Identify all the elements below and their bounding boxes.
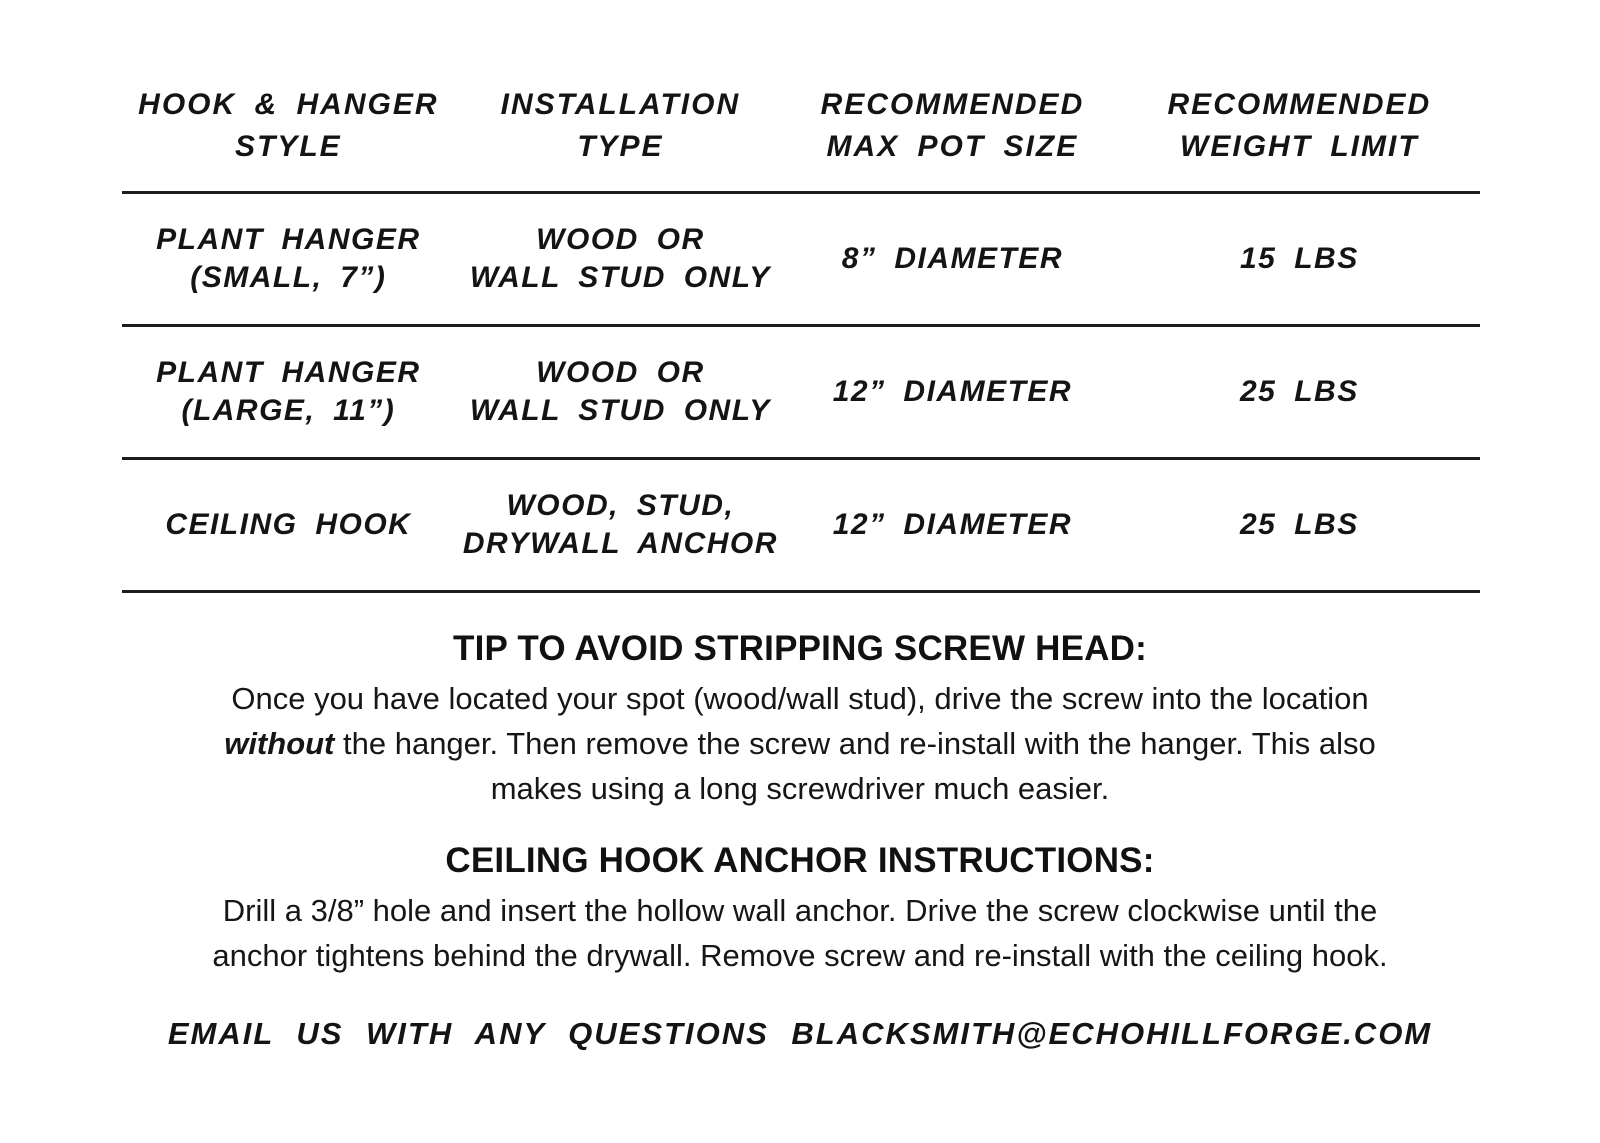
cell-pot-size: 12” DIAMETER (832, 508, 1073, 541)
cell-installation (455, 221, 786, 297)
tip-paragraph (0, 676, 1600, 811)
contact-email-line: EMAIL US WITH ANY QUESTIONS BLACKSMITH@ECHOHILLFORGE.COM (167, 1016, 1433, 1051)
cell-style (122, 221, 455, 297)
column-header-line: WEIGHT LIMIT (1180, 129, 1419, 163)
cell-line: PLANT HANGER (156, 223, 421, 256)
tip-paragraph-line: makes using a long screwdriver much easier. (490, 771, 1110, 806)
cell-weight: 25 LBS (1240, 508, 1359, 541)
cell-line: CEILING HOOK (165, 508, 412, 541)
cell-line: WOOD, STUD, (506, 489, 735, 522)
column-header-line: RECOMMENDED (820, 87, 1085, 121)
column-header-max-pot-size (786, 84, 1119, 168)
column-header-weight-limit (1119, 84, 1480, 168)
column-header-line: STYLE (235, 129, 342, 163)
tip-paragraph-line-rest: the hanger. Then remove the screw and re-install with the hanger. This also (334, 726, 1376, 761)
cell-line: WALL STUD ONLY (469, 261, 771, 294)
column-header-installation-type (455, 84, 786, 168)
column-header-line: RECOMMENDED (1167, 87, 1432, 121)
anchor-instructions-paragraph (0, 888, 1600, 978)
cell-style (122, 354, 455, 430)
tip-paragraph-line (0, 721, 1600, 766)
table-row-ceiling-hook (122, 460, 1480, 593)
specs-table (122, 60, 1480, 593)
column-header-line: HOOK & HANGER (138, 87, 439, 121)
tip-heading: TIP TO AVOID STRIPPING SCREW HEAD: (453, 629, 1147, 668)
anchor-paragraph-line: Drill a 3/8” hole and insert the hollow wall anchor. Drive the screw clockwise until the (222, 893, 1378, 928)
emphasis-word: without (224, 726, 335, 761)
column-header-line: INSTALLATION (500, 87, 741, 121)
cell-line: PLANT HANGER (156, 356, 421, 389)
column-header-line: TYPE (577, 129, 664, 163)
cell-line: WOOD OR (536, 356, 705, 389)
column-header-line: MAX POT SIZE (826, 129, 1079, 163)
cell-line: WOOD OR (536, 223, 705, 256)
anchor-instructions-heading: CEILING HOOK ANCHOR INSTRUCTIONS: (445, 841, 1155, 880)
cell-pot-size: 12” DIAMETER (832, 375, 1073, 408)
cell-line: (SMALL, 7”) (190, 261, 387, 294)
cell-weight: 15 LBS (1240, 242, 1359, 275)
cell-line: WALL STUD ONLY (469, 394, 771, 427)
cell-line: (LARGE, 11”) (181, 394, 396, 427)
tip-paragraph-line: Once you have located your spot (wood/wall stud), drive the screw into the location (231, 681, 1369, 716)
table-header-row (122, 60, 1480, 194)
cell-weight: 25 LBS (1240, 375, 1359, 408)
anchor-paragraph-line: anchor tightens behind the drywall. Remove screw and re-install with the ceiling hook. (212, 938, 1388, 973)
cell-pot-size: 8” DIAMETER (841, 242, 1063, 275)
table-row-plant-hanger-large (122, 327, 1480, 460)
cell-style (122, 506, 455, 544)
cell-installation (455, 354, 786, 430)
column-header-hook-hanger-style (122, 84, 455, 168)
table-row-plant-hanger-small (122, 194, 1480, 327)
cell-installation (455, 487, 786, 563)
cell-line: DRYWALL ANCHOR (462, 527, 778, 560)
